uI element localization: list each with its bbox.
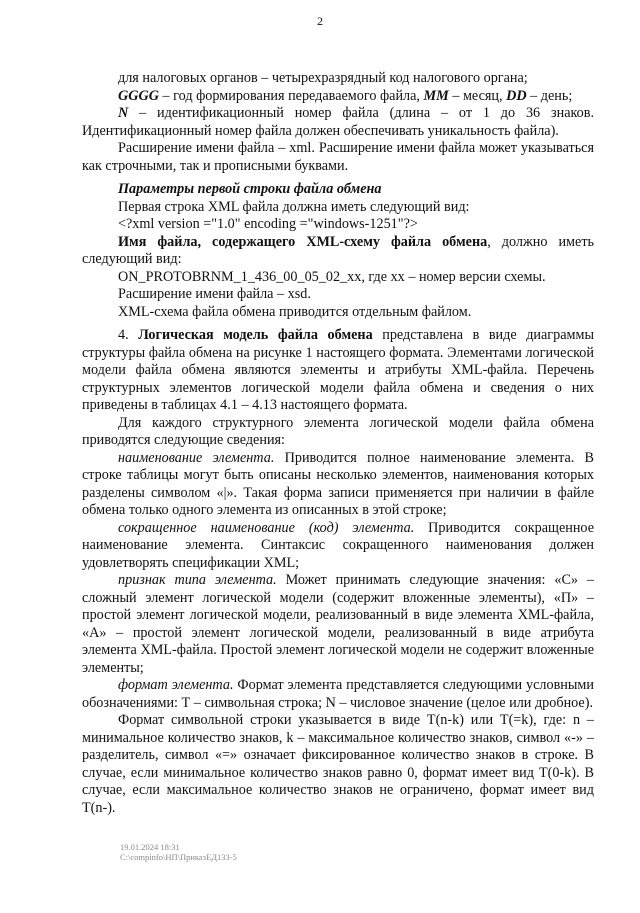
text: Формат символьной строки указывается в виде Т(n-k) или T(=k), где: n – минимальное количество знаков, k – максимальное количество знаков, символ «-» – разделитель, символ «=» означает фиксированное количество знаков в строке. В случае, если минимальное количество знаков равно 0, формат имеет вид Т(0-k). В случае, если максимальное количество знаков не ограничено, формат имеет вид Т(n-). bbox=[82, 712, 594, 816]
paragraph bbox=[82, 520, 594, 573]
code-term: GGGG bbox=[118, 87, 159, 104]
text: Расширение имени файла – xml. Расширение имени файла может указываться как строчными, так и прописными буквами. bbox=[82, 140, 594, 174]
text: Приводится полное наименование элемента. В строке таблицы могут быть описаны несколько элементов, наименования которых разделены символом «|». Такая форма записи применяется при наличии в файле обмена только одного элемента из описанных в этой строке; bbox=[82, 449, 594, 518]
text: для налоговых органов – четырехразрядный код налогового органа; bbox=[118, 70, 528, 86]
paragraph bbox=[82, 199, 594, 217]
paragraph bbox=[82, 677, 594, 712]
paragraph bbox=[82, 140, 594, 175]
text: – месяц, bbox=[448, 87, 507, 104]
text: – день; bbox=[526, 87, 573, 104]
print-footer bbox=[120, 842, 237, 862]
print-timestamp: 19.01.2024 18:31 bbox=[120, 842, 180, 852]
code-term: MM bbox=[423, 87, 449, 104]
bold-term: Логическая модель файла обмена bbox=[138, 327, 373, 343]
italic-term: сокращенное наименование (код) элемента. bbox=[118, 519, 415, 536]
text: представлена в виде диаграммы структуры файла обмена на рисунке 1 настоящего формата. Элементами логической модели файла обмена являются элементы и атрибуты XML-файла. Перечень структурных элементов логической модели файла обмена и сведения о них приведены в таблицах 4.1 – 4.13 настоящего формата. bbox=[82, 327, 595, 413]
italic-term: наименование элемента. bbox=[118, 449, 275, 466]
text: – год формирования передаваемого файла, bbox=[158, 87, 424, 104]
text: , должно иметь следующий вид: bbox=[82, 233, 595, 267]
text: <?xml version ="1.0" encoding ="windows-1251"?> bbox=[118, 216, 418, 232]
paragraph bbox=[82, 269, 594, 287]
code-term: N bbox=[118, 105, 129, 121]
page-number: 2 bbox=[317, 14, 323, 28]
paragraph bbox=[82, 304, 594, 322]
paragraph bbox=[82, 70, 594, 88]
print-file-path: C:\compinfo\НП\ПриказЕД133-5 bbox=[120, 852, 237, 862]
text: – идентификационный номер файла (длина – от 1 до 36 знаков. Идентификационный номер файла должен обеспечивать уникальность файла). bbox=[82, 105, 594, 139]
paragraph bbox=[82, 327, 594, 415]
paragraph bbox=[82, 572, 594, 677]
paragraph bbox=[82, 712, 594, 817]
paragraph bbox=[82, 88, 594, 106]
text: Для каждого структурного элемента логической модели файла обмена приводятся следующие сведения: bbox=[82, 414, 594, 448]
code-line bbox=[82, 216, 594, 234]
document-body bbox=[82, 70, 594, 817]
text: ON_PROTOBRNM_1_436_00_05_02_xx, где хх – номер версии схемы. bbox=[118, 268, 546, 285]
text: XML-схема файла обмена приводится отдельным файлом. bbox=[118, 303, 472, 320]
text: Расширение имени файла – xsd. bbox=[118, 286, 311, 302]
italic-term: формат элемента. bbox=[118, 677, 234, 693]
text: Первая строка XML файла должна иметь следующий вид: bbox=[118, 198, 470, 215]
italic-term: признак типа элемента. bbox=[118, 572, 277, 588]
paragraph bbox=[82, 105, 594, 140]
paragraph bbox=[82, 234, 594, 269]
paragraph bbox=[82, 415, 594, 450]
text: Приводится сокращенное наименование элемента. Синтаксис сокращенного наименования должен удовлетворять спецификации XML; bbox=[82, 519, 594, 571]
text: Формат элемента представляется следующими условными обозначениями: Т – символьная строка; N – числовое значение (целое или дробное). bbox=[82, 677, 594, 711]
paragraph bbox=[82, 450, 594, 520]
paragraph bbox=[82, 286, 594, 304]
text: Может принимать следующие значения: «С» – сложный элемент логической модели (содержит вложенные элементы), «П» – простой элемент логической модели, реализованный в виде элемента XML-файла, «А» – простой элемент логической модели, реализованный в виде атрибута элемента XML-файла. Простой элемент логической модели не содержит вложенные элементы; bbox=[82, 572, 594, 676]
section-heading: Параметры первой строки файла обмена bbox=[118, 181, 382, 197]
bold-term: Имя файла, содержащего XML-схему файла обмена bbox=[118, 233, 488, 250]
text: 4. bbox=[118, 327, 139, 343]
code-term: DD bbox=[506, 87, 527, 104]
